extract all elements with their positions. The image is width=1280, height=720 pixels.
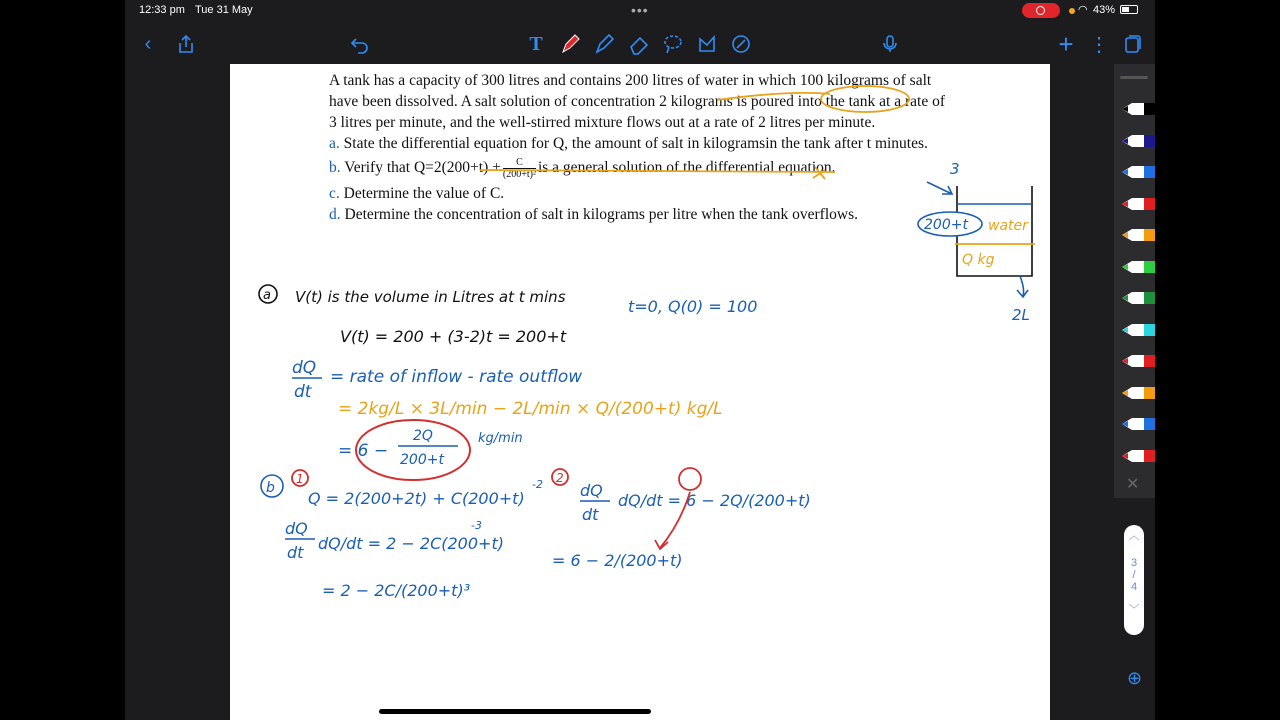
page-up-icon[interactable]: ︿ — [1128, 530, 1140, 542]
part-b-pre: Verify that Q=2(200+t) + — [344, 159, 501, 177]
notebook-page[interactable] — [230, 64, 1050, 720]
highlighter-icon[interactable] — [592, 32, 618, 56]
toolbar — [125, 24, 1155, 64]
tank-outflow-label: 2L — [1012, 306, 1030, 324]
part-d-text: Determine the concentration of salt in kilograms per litre when the tank overflows. — [344, 206, 858, 223]
close-palette-icon[interactable]: ✕ — [1126, 476, 1140, 493]
page-current: 3 — [1130, 557, 1138, 569]
pen-color-8[interactable] — [1122, 321, 1155, 339]
step-one-mark: 1 — [296, 472, 304, 486]
dqdt-den-3: dt — [582, 505, 599, 524]
dqdt-num-3: dQ — [580, 481, 603, 500]
text-tool-icon[interactable]: T — [529, 32, 543, 55]
step-two-mark: 2 — [556, 471, 564, 485]
zoom-icon[interactable]: ⊕ — [1127, 668, 1143, 688]
mic-indicator-icon — [1069, 8, 1075, 14]
part-c-text: Determine the value of C. — [343, 185, 505, 202]
page-total: 4 — [1130, 581, 1138, 593]
part-a-working — [259, 285, 757, 480]
battery-icon — [1120, 5, 1138, 14]
undo-icon[interactable] — [347, 32, 373, 56]
dqdt-den-1: dt — [294, 382, 312, 402]
tank-volume-label: 200+t — [924, 217, 968, 233]
page-separator: / — [1132, 569, 1136, 581]
rate-line-1: = rate of inflow - rate outflow — [330, 367, 583, 387]
tank-diagram — [918, 160, 1035, 324]
part-a-underline — [480, 167, 835, 179]
rate-line-3a: = 6 − — [338, 441, 389, 461]
page-indicator[interactable] — [1124, 525, 1144, 635]
pen-tool-icon[interactable] — [558, 32, 584, 56]
tank-water-label: water — [988, 218, 1028, 234]
pen-palette — [1114, 64, 1155, 498]
app-screen — [125, 0, 1155, 720]
part-a-label: a. — [329, 135, 340, 152]
pen-color-1[interactable] — [1122, 100, 1155, 118]
pages-icon[interactable] — [1120, 32, 1146, 56]
lasso-icon[interactable] — [660, 32, 686, 56]
part-d-label: d. — [329, 206, 341, 223]
clock: 12:33 pm — [139, 4, 185, 16]
concentration-underline — [717, 93, 830, 100]
part-a-text: State the differential equation for Q, the amount of salt in kilogramsin the tank after t minutes. — [343, 135, 928, 152]
fraction-denominator: (200+t)² — [502, 169, 536, 180]
part-b-working — [261, 468, 811, 600]
status-bar — [125, 0, 1155, 22]
screen-recording-icon[interactable] — [1022, 3, 1060, 18]
tank-salt-label: Q kg — [962, 252, 995, 268]
rate-line-3c: 200+t — [400, 452, 444, 468]
dqdt-num-2: dQ — [285, 519, 308, 538]
share-icon[interactable] — [173, 32, 199, 56]
pen-color-10[interactable] — [1122, 384, 1155, 402]
home-indicator[interactable] — [379, 709, 651, 714]
pen-color-7[interactable] — [1122, 289, 1155, 307]
pen-color-12[interactable] — [1122, 447, 1155, 465]
back-icon[interactable]: ‹ — [144, 32, 152, 55]
wifi-icon: ◠ — [1078, 4, 1088, 16]
pen-color-4[interactable] — [1122, 195, 1155, 213]
general-solution-exp: -2 — [532, 478, 543, 491]
more-icon[interactable]: ⋮ — [1089, 33, 1109, 56]
pen-color-11[interactable] — [1122, 415, 1155, 433]
handwritten-annotations — [230, 64, 1050, 720]
battery-percent: 43% — [1093, 4, 1116, 16]
part-b-label: b. — [329, 159, 341, 177]
add-page-icon[interactable]: + — [1058, 28, 1074, 59]
part-b-post: is a general solution of the differential equation. — [537, 159, 836, 177]
fraction-numerator: C — [503, 157, 536, 169]
rate-line-3d: kg/min — [478, 431, 523, 446]
tank-inflow-label: 3 — [950, 160, 960, 178]
derivative-line-2: = 2 − 2C/(200+t)³ — [322, 581, 471, 600]
mic-icon[interactable] — [877, 32, 903, 56]
sticker-icon[interactable] — [728, 32, 754, 56]
part-b-mark: b — [266, 480, 275, 496]
pen-color-9[interactable] — [1122, 352, 1155, 370]
derivative-exp: -3 — [471, 519, 482, 532]
derivative-line: dQ/dt = 2 − 2C(200+t) — [318, 534, 504, 553]
substitution-line: dQ/dt = 6 − 2Q/(200+t) — [618, 491, 811, 510]
date: Tue 31 May — [195, 4, 253, 16]
initial-condition: t=0, Q(0) = 100 — [628, 297, 758, 316]
pen-color-6[interactable] — [1122, 258, 1155, 276]
substitution-line-2: = 6 − 2/(200+t) — [552, 551, 683, 570]
rate-line-3b: 2Q — [413, 428, 433, 444]
pen-color-2[interactable] — [1122, 132, 1155, 150]
rate-line-2: = 2kg/L × 3L/min − 2L/min × Q/(200+t) kg/L — [338, 399, 723, 419]
volume-definition: V(t) is the volume in Litres at t mins — [295, 288, 566, 306]
pen-color-3[interactable] — [1122, 163, 1155, 181]
eraser-icon[interactable] — [626, 32, 652, 56]
kilograms-circle — [821, 86, 909, 112]
volume-equation: V(t) = 200 + (3-2)t = 200+t — [340, 327, 567, 346]
shapes-icon[interactable] — [694, 32, 720, 56]
page-down-icon[interactable]: ﹀ — [1128, 604, 1140, 616]
part-a-mark: a — [263, 288, 271, 303]
palette-handle[interactable] — [1120, 76, 1148, 79]
dqdt-den-2: dt — [287, 543, 304, 562]
part-c-label: c. — [329, 185, 340, 202]
multitasking-dots[interactable]: ••• — [631, 2, 649, 18]
general-solution: Q = 2(200+2t) + C(200+t) — [308, 489, 525, 508]
dqdt-num-1: dQ — [292, 358, 317, 378]
pen-color-5[interactable] — [1122, 226, 1155, 244]
question-intro: A tank has a capacity of 300 litres and contains 200 litres of water in which 100 kilograms of salt have been dissolved. A salt solution of concentration 2 kilograms is poured into the tank at a rate of 3 litres per minute, and the well-stirred mixture flows out at a rate of 2 litres per minute. — [329, 72, 945, 131]
